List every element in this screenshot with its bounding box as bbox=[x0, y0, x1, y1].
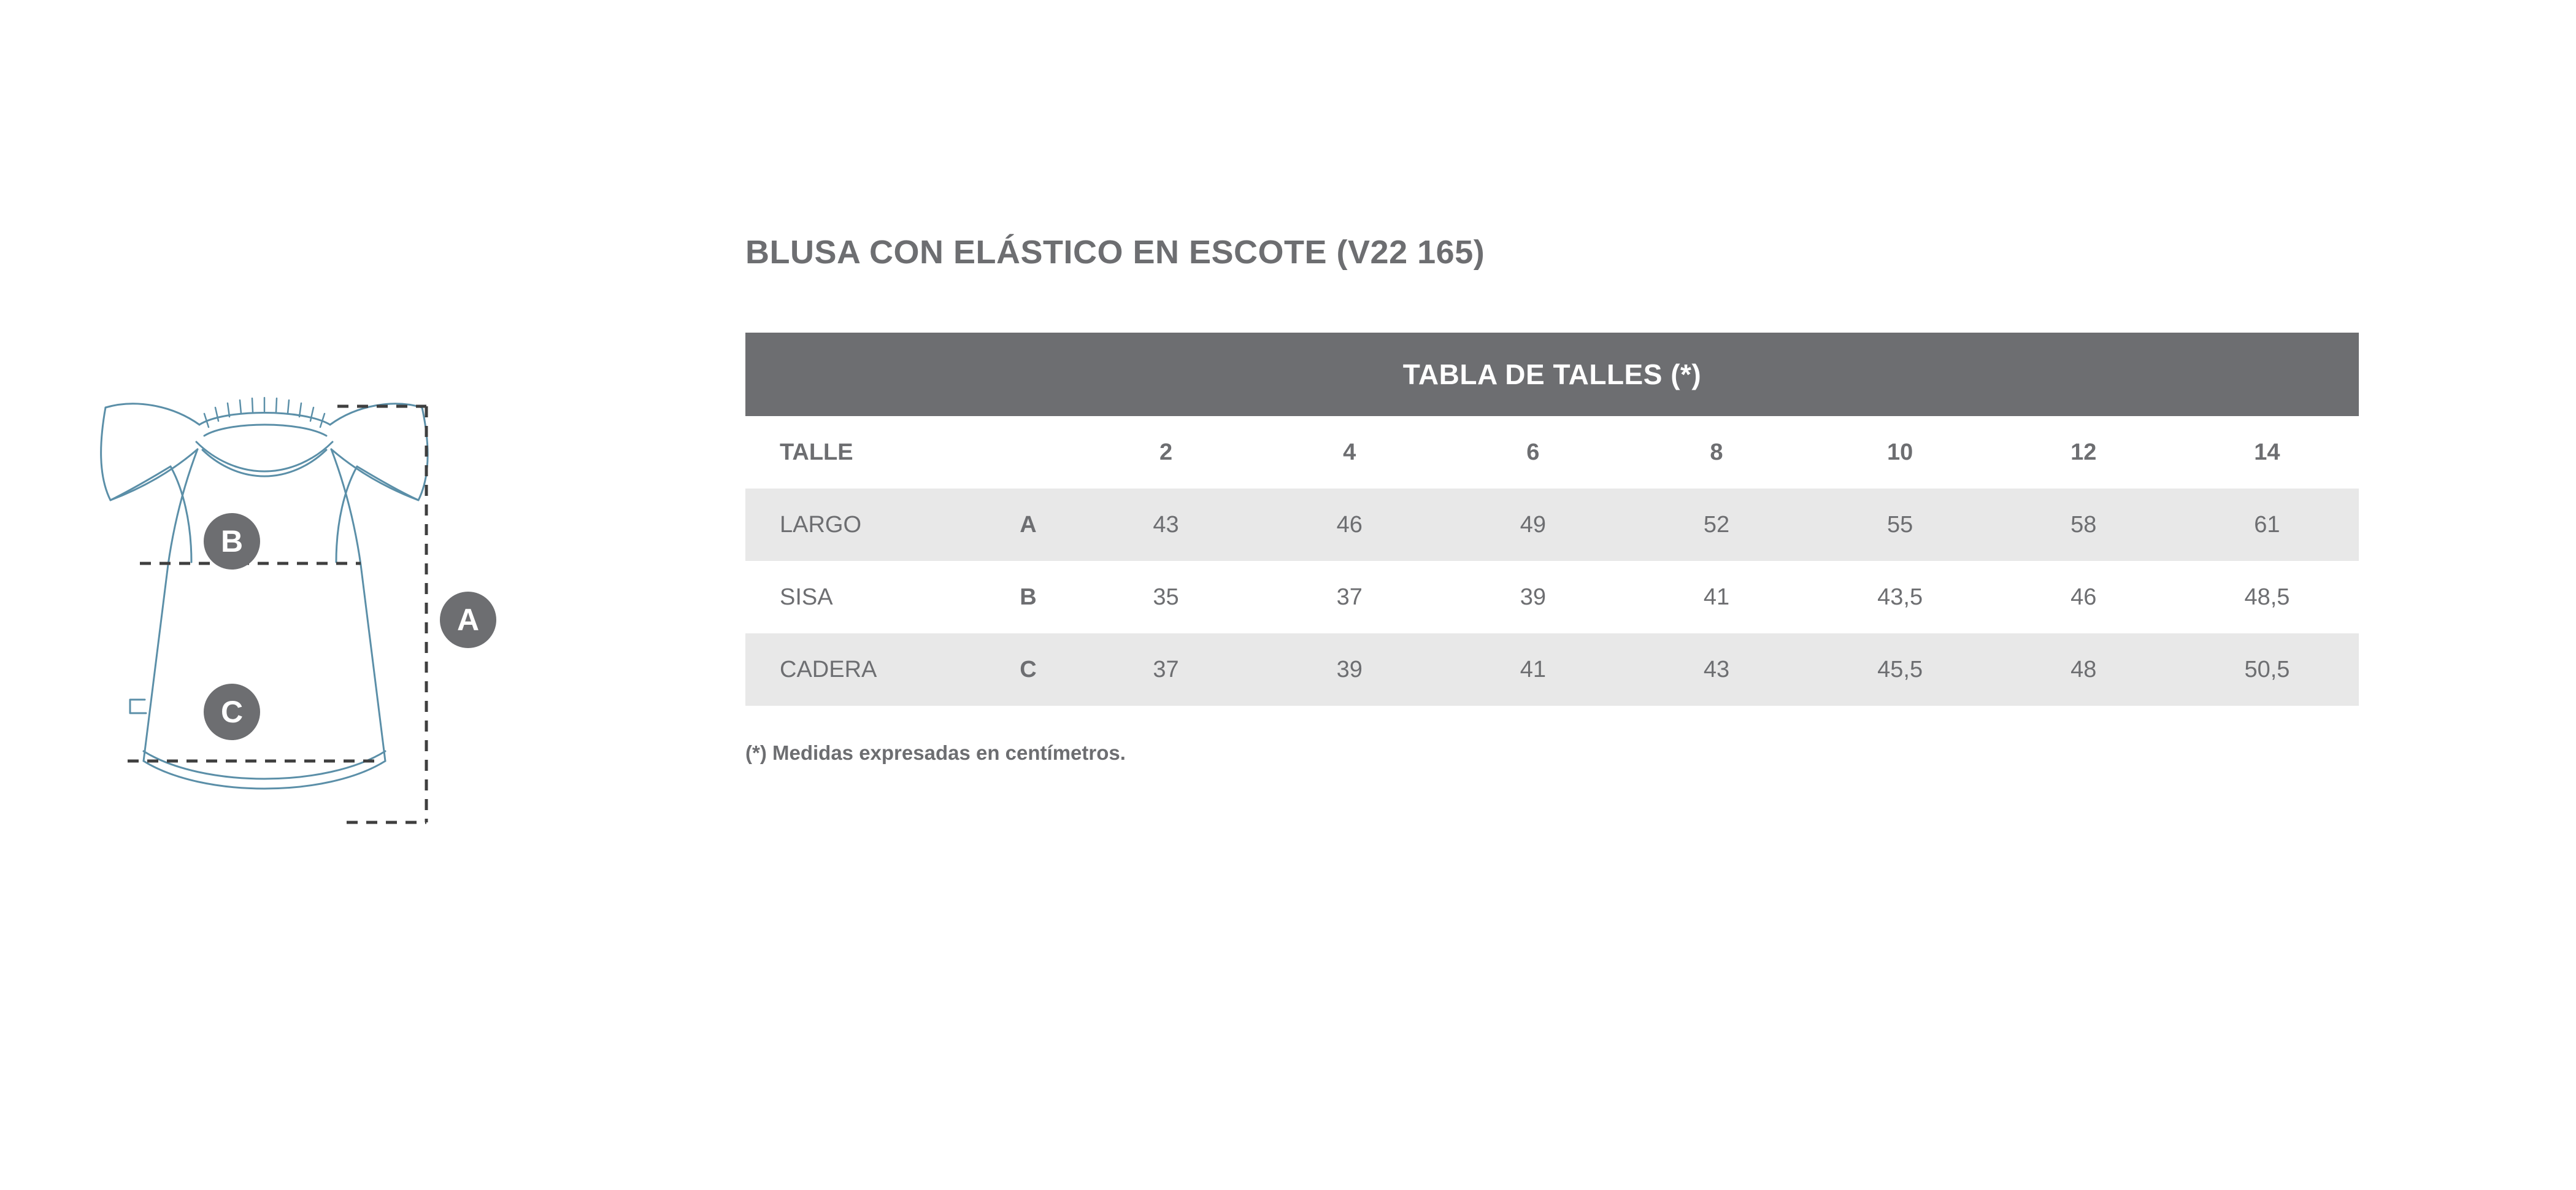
svg-text:A: A bbox=[456, 603, 480, 637]
row-label: SISA bbox=[780, 584, 833, 610]
cell-value: 43 bbox=[1074, 489, 1258, 561]
svg-text:C: C bbox=[220, 695, 244, 729]
table-header-row bbox=[745, 416, 2359, 489]
table-footnote: (*) Medidas expresadas en centímetros. bbox=[745, 741, 1126, 764]
table-row bbox=[745, 489, 2359, 561]
size-table-wrapper bbox=[745, 333, 2359, 765]
cell-value: 35 bbox=[1153, 584, 1179, 610]
cell-value: 39 bbox=[1258, 633, 1441, 706]
header-size-6: 6 bbox=[1526, 439, 1540, 465]
table-row bbox=[745, 561, 2359, 633]
marker-a bbox=[440, 592, 496, 648]
header-size-12: 12 bbox=[2070, 439, 2097, 465]
cell-value: 41 bbox=[1441, 633, 1624, 706]
row-letter: A bbox=[982, 489, 1074, 561]
table-row bbox=[745, 633, 2359, 706]
header-size-10: 10 bbox=[1886, 439, 1913, 465]
cell-value: 50,5 bbox=[2175, 633, 2359, 706]
marker-c bbox=[204, 684, 260, 740]
header-size-2: 2 bbox=[1159, 439, 1173, 465]
header-size-4: 4 bbox=[1343, 439, 1356, 465]
cell-value: 46 bbox=[2070, 584, 2097, 610]
row-letter: B bbox=[1020, 584, 1037, 610]
header-talle: TALLE bbox=[780, 439, 853, 465]
cell-value: 61 bbox=[2175, 489, 2359, 561]
row-label: LARGO bbox=[745, 489, 982, 561]
size-table-caption: TABLA DE TALLES (*) bbox=[745, 333, 2359, 416]
size-table bbox=[745, 416, 2359, 706]
svg-text:B: B bbox=[220, 524, 244, 558]
header-size-14: 14 bbox=[2254, 439, 2280, 465]
cell-value: 58 bbox=[1992, 489, 2175, 561]
row-label: CADERA bbox=[745, 633, 982, 706]
cell-value: 52 bbox=[1624, 489, 1808, 561]
cell-value: 37 bbox=[1074, 633, 1258, 706]
cell-value: 45,5 bbox=[1809, 633, 1992, 706]
garment-illustration bbox=[92, 368, 675, 951]
cell-value: 48,5 bbox=[2244, 584, 2290, 610]
cell-value: 41 bbox=[1703, 584, 1730, 610]
cell-value: 49 bbox=[1441, 489, 1624, 561]
header-letter bbox=[982, 416, 1074, 489]
cell-value: 39 bbox=[1520, 584, 1546, 610]
cell-value: 48 bbox=[1992, 633, 2175, 706]
header-size-8: 8 bbox=[1710, 439, 1723, 465]
row-letter: C bbox=[982, 633, 1074, 706]
cell-value: 43,5 bbox=[1877, 584, 1923, 610]
cell-value: 43 bbox=[1624, 633, 1808, 706]
marker-b bbox=[204, 513, 260, 570]
page-title: BLUSA CON ELÁSTICO EN ESCOTE (V22 165) bbox=[745, 234, 1485, 271]
cell-value: 46 bbox=[1258, 489, 1441, 561]
cell-value: 55 bbox=[1809, 489, 1992, 561]
size-chart-content bbox=[745, 233, 2402, 765]
cell-value: 37 bbox=[1336, 584, 1363, 610]
